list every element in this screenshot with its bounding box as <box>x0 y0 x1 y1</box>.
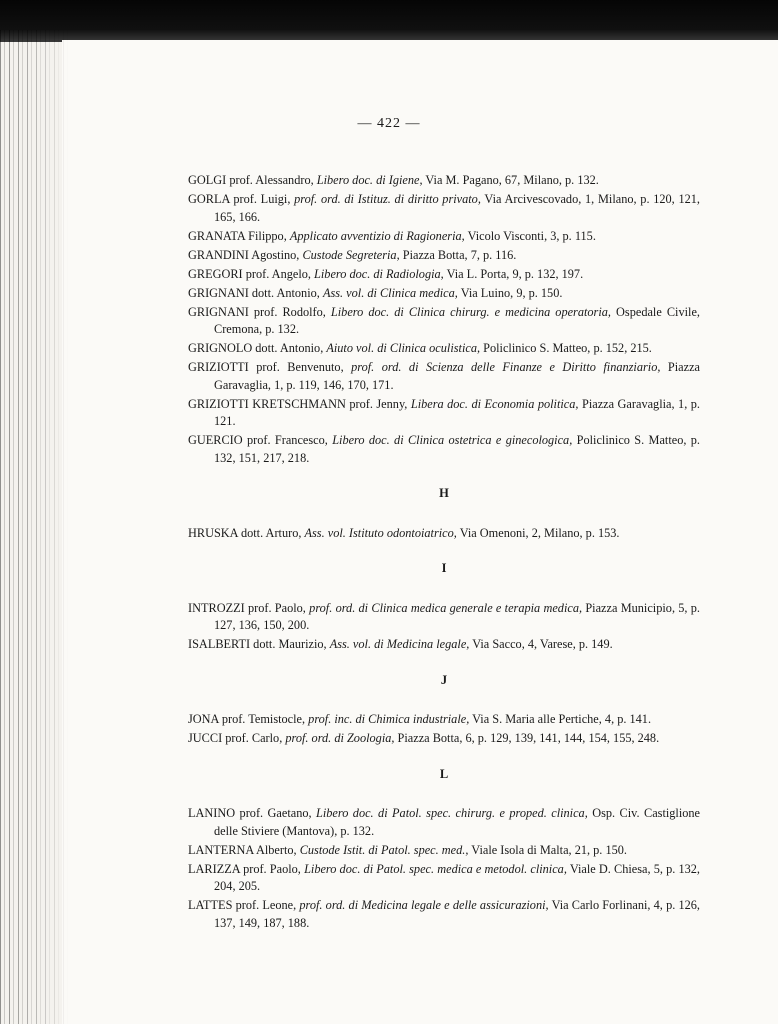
index-entry <box>188 861 700 896</box>
entry-role: Custode Istit. di Patol. spec. med., <box>299 842 469 857</box>
entry-name: GRIZIOTTI prof. Benvenuto, <box>188 360 344 374</box>
entry-address: Osp. Civ. Castiglione delle Stiviere (Mantova), p. 132. <box>214 806 701 838</box>
entry-address: Via Luino, 9, p. 150. <box>460 285 563 300</box>
entry-role: Libero doc. di Patol. spec. chirurg. e proped. clinica, <box>316 806 588 820</box>
index-entry <box>188 711 700 729</box>
entry-role: prof. ord. di Clinica medica generale e terapia medica, <box>309 600 583 615</box>
entry-address: Via L. Porta, 9, p. 132, 197. <box>446 266 584 281</box>
entry-name: HRUSKA dott. Arturo, <box>188 525 302 540</box>
section-letter-i: I <box>441 561 447 575</box>
index-entry <box>188 805 700 840</box>
index-entry <box>188 228 700 246</box>
entry-name: GRIGNANI prof. Rodolfo, <box>188 304 326 319</box>
entry-name: GOLGI prof. Alessandro, <box>188 173 314 187</box>
entry-name: GRANATA Filippo, <box>188 228 287 243</box>
entry-name: GUERCIO prof. Francesco, <box>188 433 328 447</box>
entry-address: Via S. Maria alle Pertiche, 4, p. 141. <box>472 712 652 726</box>
entry-name: GRANDINI Agostino, <box>188 247 300 262</box>
index-entry <box>188 396 700 431</box>
entry-role: Libero doc. di Clinica chirurg. e medicina operatoria, <box>330 304 611 319</box>
entry-address: Via Sacco, 4, Varese, p. 149. <box>472 637 613 651</box>
index-entry <box>188 897 700 932</box>
entry-role: prof. ord. di Medicina legale e delle assicurazioni, <box>299 898 549 912</box>
index-entry <box>188 340 700 358</box>
index-entry <box>188 432 700 467</box>
entry-role: prof. ord. di Zoologia, <box>285 731 395 745</box>
entry-address: Via Arcivescovado, 1, Milano, p. 120, 121, 165, 166. <box>214 192 701 224</box>
entry-name: LARIZZA prof. Paolo, <box>188 861 301 876</box>
index-entry <box>188 247 700 265</box>
entry-name: JUCCI prof. Carlo, <box>188 731 283 745</box>
entry-address: Policlinico S. Matteo, p. 152, 215. <box>483 341 652 355</box>
index-entry <box>188 730 700 748</box>
index-entry <box>188 600 700 635</box>
index-entry <box>188 285 700 303</box>
entry-address: Via M. Pagano, 67, Milano, p. 132. <box>425 173 599 187</box>
entry-role: prof. ord. di Istituz. di diritto privato, <box>294 192 481 206</box>
entry-address: Ospedale Civile, Cremona, p. 132. <box>214 304 700 336</box>
entry-address: Viale D. Chiesa, 5, p. 132, 204, 205. <box>214 861 700 893</box>
entry-name: LANTERNA Alberto, <box>188 842 297 857</box>
entry-name: GREGORI prof. Angelo, <box>188 266 311 281</box>
entry-name: LANINO prof. Gaetano, <box>188 806 312 820</box>
scan-binding-edge <box>0 30 70 1024</box>
entry-address: Policlinico S. Matteo, p. 132, 151, 217, 218. <box>214 433 701 465</box>
entry-role: Custode Segreteria, <box>302 247 400 262</box>
index-entry <box>188 842 700 860</box>
entry-name: JONA prof. Temistocle, <box>188 712 306 726</box>
index-entry <box>188 304 700 339</box>
entry-address: Piazza Garavaglia, 1, p. 119, 146, 170, 171. <box>214 360 701 392</box>
entry-address: Via Omenoni, 2, Milano, p. 153. <box>459 525 620 540</box>
entry-role: Libero doc. di Clinica ostetrica e ginecologica, <box>332 433 573 447</box>
page-number: — 422 — <box>357 116 421 131</box>
index-entry <box>188 636 700 654</box>
entry-role: prof. ord. di Scienza delle Finanze e Diritto finanziario, <box>351 360 661 374</box>
entry-role: Libera doc. di Economia politica, <box>410 396 579 411</box>
index-content <box>188 172 700 934</box>
entry-name: GRIGNANI dott. Antonio, <box>188 285 320 300</box>
entry-role: Aiuto vol. di Clinica oculistica, <box>326 341 481 355</box>
entry-address: Vicolo Visconti, 3, p. 115. <box>467 228 596 243</box>
section-letter-l: L <box>439 766 449 781</box>
entry-name: GORLA prof. Luigi, <box>188 192 291 206</box>
entry-address: Piazza Botta, 7, p. 116. <box>402 247 517 262</box>
entry-role: Applicato avventizio di Ragioneria, <box>289 228 465 243</box>
entry-role: Ass. vol. di Medicina legale, <box>329 637 470 651</box>
index-entry <box>188 191 700 226</box>
index-entry <box>188 172 700 190</box>
index-entry <box>188 359 700 394</box>
scan-top-border <box>0 0 778 42</box>
entry-role: prof. inc. di Chimica industriale, <box>308 712 470 726</box>
entry-role: Libero doc. di Radiologia, <box>314 266 444 281</box>
entry-name: LATTES prof. Leone, <box>188 898 297 912</box>
entry-role: Ass. vol. Istituto odontoiatrico, <box>304 525 457 540</box>
entry-address: Viale Isola di Malta, 21, p. 150. <box>471 842 627 857</box>
entry-address: Piazza Botta, 6, p. 129, 139, 141, 144, 154, 155, 248. <box>397 731 660 745</box>
entry-name: ISALBERTI dott. Maurizio, <box>188 637 327 651</box>
entry-address: Piazza Municipio, 5, p. 127, 136, 150, 200. <box>214 600 701 632</box>
entry-role: Libero doc. di Patol. spec. medica e metodol. clinica, <box>304 861 567 876</box>
entry-name: INTROZZI prof. Paolo, <box>188 600 306 615</box>
section-letter-j: J <box>440 672 448 687</box>
entry-address: Piazza Garavaglia, 1, p. 121. <box>214 396 700 428</box>
index-entry <box>188 266 700 284</box>
entry-address: Via Carlo Forlinani, 4, p. 126, 137, 149, 187, 188. <box>214 898 701 930</box>
index-entry <box>188 525 700 543</box>
entry-role: Ass. vol. di Clinica medica, <box>322 285 458 300</box>
entry-role: Libero doc. di Igiene, <box>316 173 423 187</box>
entry-name: GRIZIOTTI KRETSCHMANN prof. Jenny, <box>188 396 408 411</box>
section-letter-h: H <box>439 486 449 500</box>
entry-name: GRIGNOLO dott. Antonio, <box>188 341 324 355</box>
